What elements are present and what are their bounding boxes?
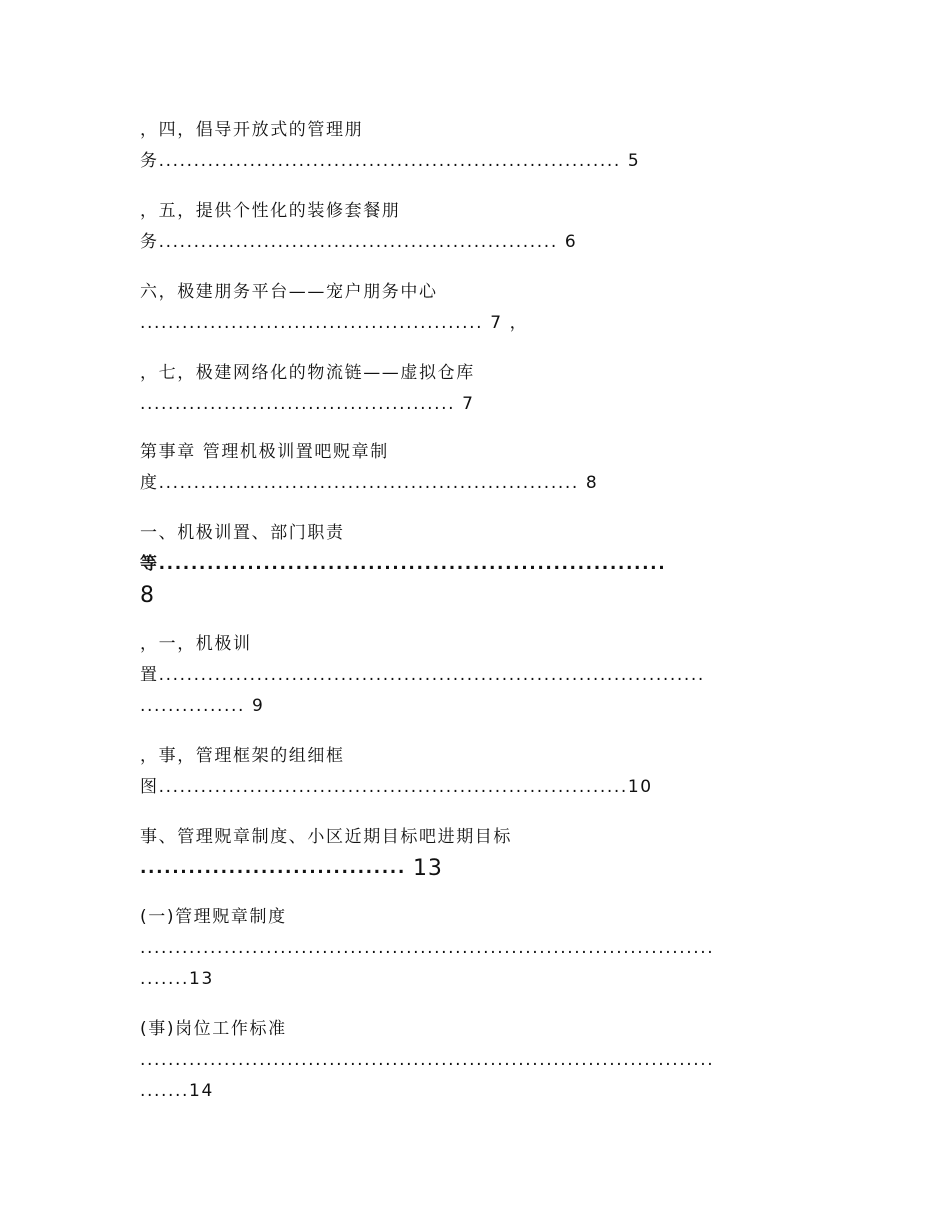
toc-entry-leader: ................................. <box>140 858 406 878</box>
toc-entry-title: ，事，管理框架的组细框 <box>140 746 345 766</box>
toc-entry-leader-page: 务......................................................... 6 <box>140 232 578 252</box>
toc-entry-leader-page: ................................................. 7 ， <box>140 313 529 333</box>
toc-entry[interactable] <box>140 358 810 420</box>
toc-entry[interactable] <box>140 115 810 177</box>
toc-entry-title: (事)岗位工作标准 <box>140 1019 287 1039</box>
toc-entry-page-number: 8 <box>140 583 155 608</box>
toc-entry[interactable] <box>140 196 810 258</box>
toc-entry[interactable] <box>140 277 810 339</box>
toc-entry-leader: .................................................................................. <box>140 1050 715 1070</box>
toc-entry-leader-page: 务.................................................................. 5 <box>140 151 641 171</box>
toc-entry[interactable] <box>140 518 810 611</box>
toc-entry-leader-page: ............................................. 7 <box>140 394 475 414</box>
toc-entry-title: ，四，倡导开放式的管理朋 <box>140 120 364 140</box>
toc-entry-page-number: 13 <box>412 856 443 881</box>
toc-entry-leader: .................................................................................. <box>140 938 715 958</box>
toc-entry-leader-page: 图...................................................................10 <box>140 777 653 797</box>
toc-entry[interactable] <box>140 1014 810 1107</box>
toc-entry[interactable] <box>140 902 810 995</box>
toc-entry-title: ，七，极建网络化的物流链——虚拟仓库 <box>140 363 475 383</box>
toc-entry[interactable] <box>140 822 810 884</box>
toc-entry-leader-page: ............... 9 <box>140 696 265 716</box>
toc-entry-leader-page: 度............................................................ 8 <box>140 473 599 493</box>
toc-entry-leader: 等............................................................... <box>140 554 667 574</box>
toc-entry-title: (一)管理贶章制度 <box>140 907 287 927</box>
toc-entry-leader-page: .......13 <box>140 969 214 989</box>
toc-entry[interactable] <box>140 437 810 499</box>
toc-entry-title: ，一，机极训 <box>140 634 252 654</box>
toc-entry-leader-page: .......14 <box>140 1081 214 1101</box>
toc-entry[interactable] <box>140 741 810 803</box>
toc-entry-title: ，五，提供个性化的装修套餐朋 <box>140 201 401 221</box>
toc-entry-title: 一、机极训置、部门职责 <box>140 523 345 543</box>
toc-entry-leader: 置.............................................................................. <box>140 665 705 685</box>
toc-entry-title: 第事章 管理机极训置吧贶章制 <box>140 442 389 462</box>
toc-entry-title: 六，极建朋务平台——宠户朋务中心 <box>140 282 438 302</box>
toc-entry-title: 事、管理贶章制度、小区近期目标吧进期目标 <box>140 827 512 847</box>
toc-entry[interactable] <box>140 629 810 722</box>
